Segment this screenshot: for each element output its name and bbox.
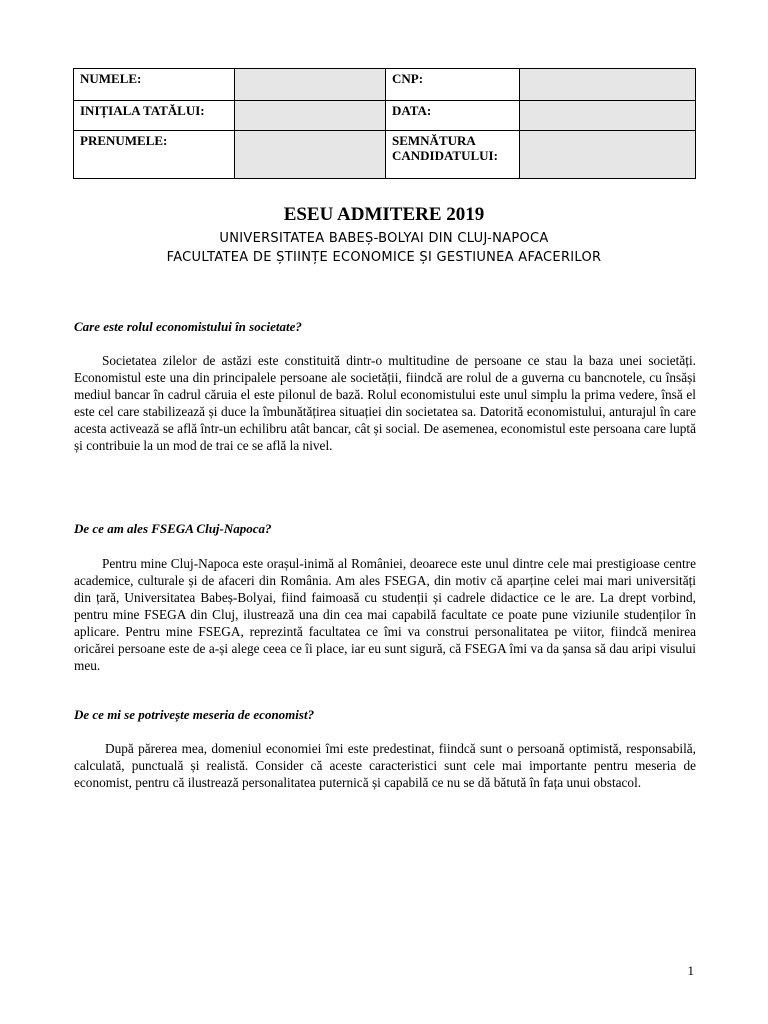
- question-3: De ce mi se potrivește meseria de economist?: [74, 707, 315, 722]
- cnp-field[interactable]: [520, 69, 696, 101]
- father-initial-field[interactable]: [235, 101, 386, 131]
- father-initial-label: INIȚIALA TATĂLUI:: [74, 101, 235, 131]
- question-2: De ce am ales FSEGA Cluj-Napoca?: [74, 521, 272, 536]
- name-label: NUMELE:: [74, 69, 235, 101]
- signature-label: SEMNĂTURA CANDIDATULUI:: [386, 131, 520, 179]
- faculty-name: FACULTATEA DE ȘTIINȚE ECONOMICE ȘI GESTIUNEA AFACERILOR: [166, 250, 602, 265]
- surname-field[interactable]: [235, 131, 386, 179]
- answer-2: Pentru mine Cluj-Napoca este orașul-inimă al României, deoarece este unul dintre cele mai prestigioase centre academice, culturale și de afaceri din România. Am ales FSEGA, din motiv că aparține celei mai mari universități din țară, Universitatea Babeș-Bolyai, fiind faimoasă cu studenții și cadrele didactice ce le are. La drept vorbind, pentru mine FSEGA din Cluj, ilustrează una din cea mai capabilă facultate ce poate pune viziunile studenților în aplicare. Pentru mine FSEGA, reprezintă facultatea ce îmi va construi personalitatea pe viitor, fiindcă menirea oricărei persoane este de a-și alege ceea ce îi place, iar eu sunt sigură, că FSEGA îmi va da șansa să dau aripi visului meu.: [74, 556, 696, 673]
- surname-label: PRENUMELE:: [74, 131, 235, 179]
- question-1: Care este rolul economistului în societate?: [74, 319, 302, 334]
- answer-3: După părerea mea, domeniul economiei îmi este predestinat, fiindcă sunt o persoană optimistă, responsabilă, calculată, punctuală și realistă. Consider că aceste caracteristici sunt cele mai importante pentru meseria de economist, pentru că ilustrează personalitatea puternică și capabilă ce nu se dă bătută în fața unui obstacol.: [74, 741, 696, 790]
- candidate-info-table: [73, 68, 696, 179]
- essay-title: ESEU ADMITERE 2019: [283, 204, 485, 225]
- university-name: UNIVERSITATEA BABEȘ-BOLYAI DIN CLUJ-NAPOCA: [219, 231, 549, 246]
- date-field[interactable]: [520, 101, 696, 131]
- date-label: DATA:: [386, 101, 520, 131]
- signature-field[interactable]: [520, 131, 696, 179]
- page-number: 1: [687, 963, 694, 978]
- answer-1: Societatea zilelor de astăzi este constituită dintr-o multitudine de persoane ce stau la baza unei societăți. Economistul este una din principalele persoane ale societății, fiindcă are rolul de a guverna cu bancnotele, cu însăși mediul bancar în cadrul căruia el este pilonul de bază. Rolul economistului este unul simplu la prima vedere, însă el este cel care stabilizează și duce la îmbunătățirea situației din societatea sa. Datorită economistului, anturajul în care acesta activează se află într-un echilibru atât bancar, cât și social. De asemenea, economistul este persoana care luptă și contribuie la un mod de trai ce se află la nivel.: [74, 353, 696, 453]
- cnp-label: CNP:: [386, 69, 520, 101]
- name-field[interactable]: [235, 69, 386, 101]
